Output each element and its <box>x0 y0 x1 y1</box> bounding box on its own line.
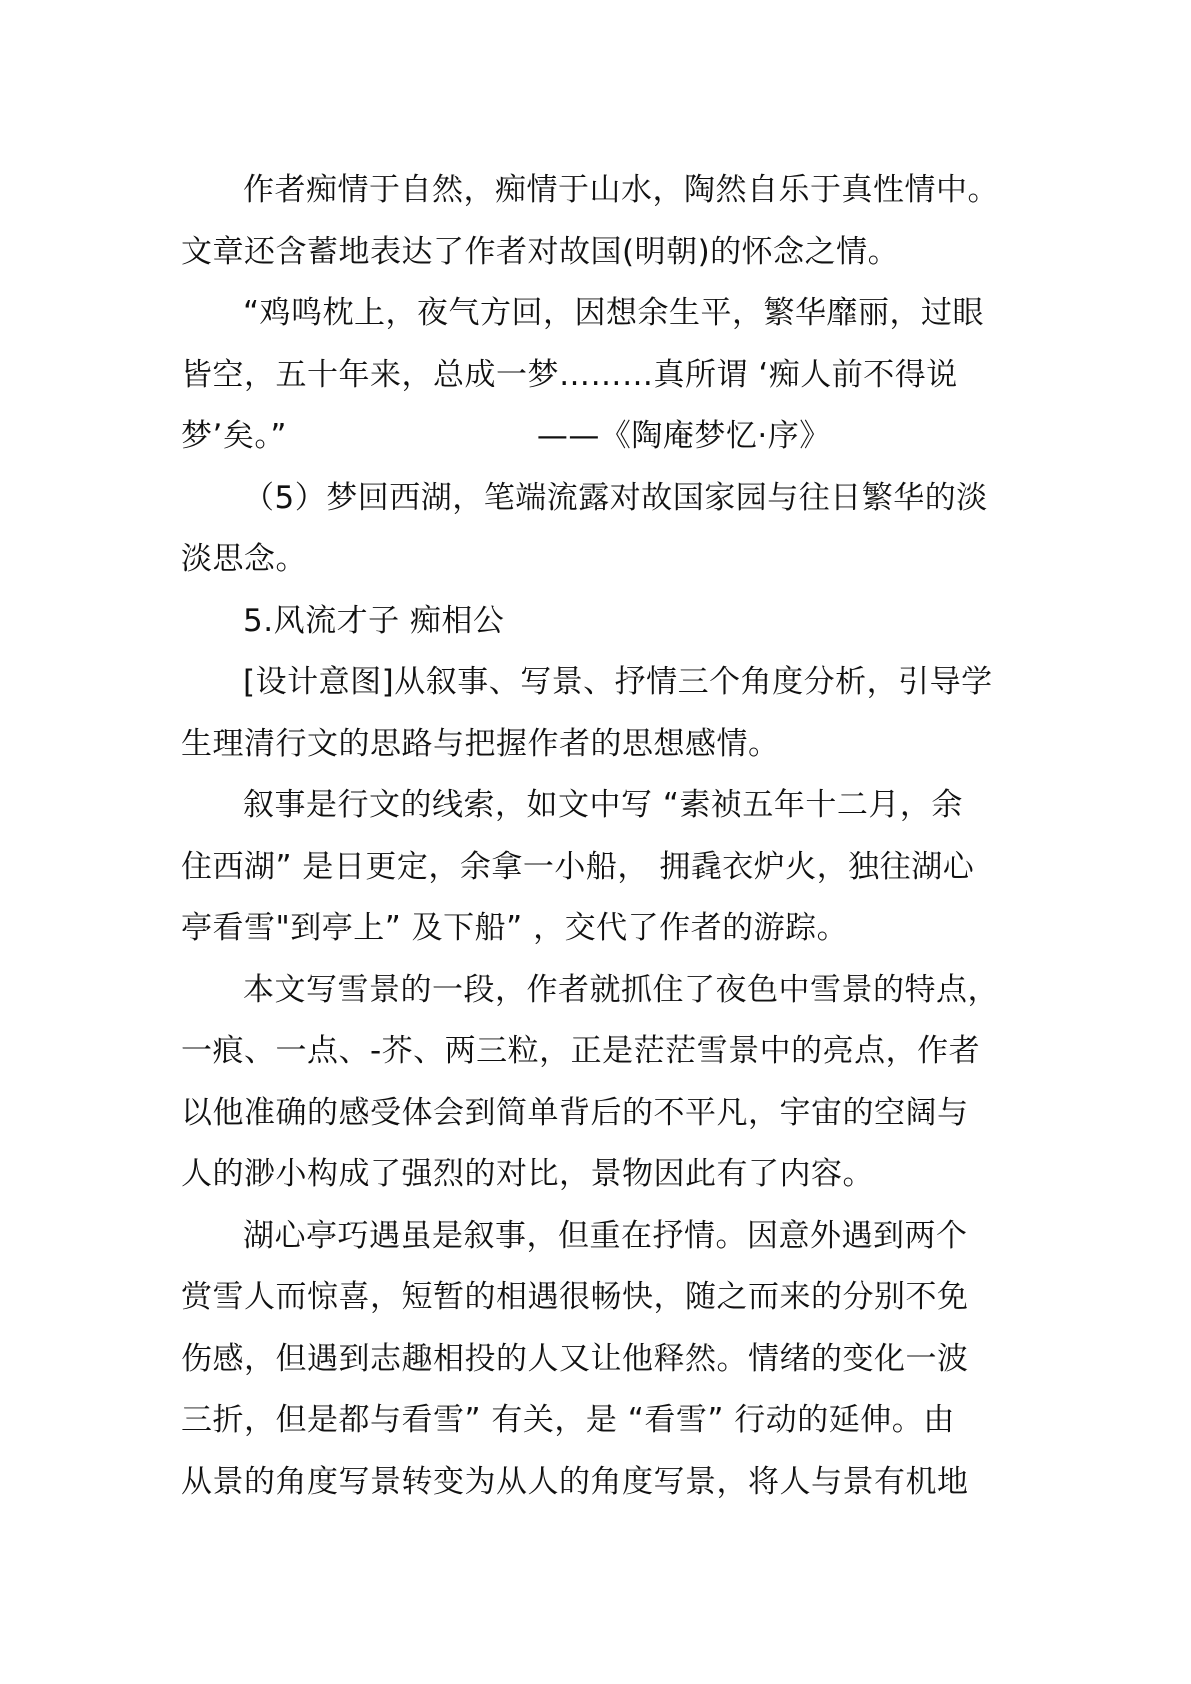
paragraph-line: （5）梦回西湖，笔端流露对故国家园与往日繁华的淡 <box>243 479 988 516</box>
paragraph-line: 以他准确的感受体会到简单背后的不平凡，宇宙的空阔与 <box>181 1094 969 1131</box>
paragraph-line: 淡思念。 <box>181 541 307 577</box>
quote-line: “鸡鸣枕上，夜气方回，因想余生平，繁华靡丽，过眼 <box>243 295 985 331</box>
quote-line-with-citation <box>181 406 1021 468</box>
paragraph-line: 一痕、一点、-芥、两三粒，正是茫茫雪景中的亮点，作者 <box>181 1033 981 1069</box>
paragraph-line: 亭看雪"到亭上” 及下船” ，交代了作者的游踪。 <box>181 910 849 946</box>
paragraph-line: 湖心亭巧遇虽是叙事，但重在抒情。因意外遇到两个 <box>243 1217 968 1254</box>
citation: ——《陶庵梦忆·序》 <box>536 418 831 454</box>
paragraph-line: 叙事是行文的线索，如文中写 “素祯五年十二月，余 <box>243 787 963 823</box>
paragraph-line: 赏雪人而惊喜，短暂的相遇很畅快，随之而来的分别不免 <box>181 1279 969 1315</box>
paragraph-line: [设计意图]从叙事、写景、抒情三个角度分析，引导学 <box>243 664 993 700</box>
paragraph-line: 从景的角度写景转变为从人的角度写景，将人与景有机地 <box>181 1463 969 1500</box>
paragraph-line: 生理清行文的思路与把握作者的思想感情。 <box>181 725 780 762</box>
quote-end: 梦’矣。” <box>181 418 287 454</box>
paragraph-line: 伤感，但遇到志趣相投的人又让他释然。情绪的变化一波 <box>181 1340 969 1377</box>
paragraph-line: 三折，但是都与看雪” 有关，是 “看雪” 行动的延伸。由 <box>181 1402 955 1438</box>
paragraph-line: 作者痴情于自然，痴情于山水，陶然自乐于真性情中。 <box>243 172 999 208</box>
section-heading: 5.风流才子 痴相公 <box>243 602 505 639</box>
paragraph-line: 住西湖” 是日更定，余拿一小船， 拥毳衣炉火，独往湖心 <box>181 848 975 885</box>
quote-line: 皆空，五十年来，总成一梦………真所谓 ‘痴人前不得说 <box>181 356 958 393</box>
paragraph-line: 文章还含蓄地表达了作者对故国(明朝)的怀念之情。 <box>181 233 900 270</box>
paragraph-line: 人的渺小构成了强烈的对比，景物因此有了内容。 <box>181 1156 874 1192</box>
body-text <box>181 160 1021 1513</box>
paragraph-line: 本文写雪景的一段，作者就抓住了夜色中雪景的特点， <box>243 971 999 1008</box>
